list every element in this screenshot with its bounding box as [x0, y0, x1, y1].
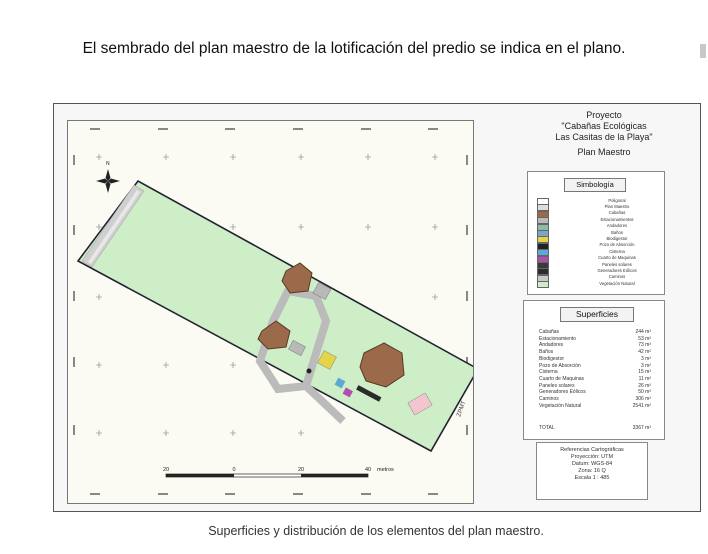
project-line-2: "Cabañas Ecológicas — [561, 121, 647, 131]
legend-label: Generadores Eólicos — [597, 267, 637, 273]
north-label: N — [106, 161, 110, 167]
figure-caption: Superficies y distribución de los elementos del plan maestro. — [208, 524, 544, 538]
legend-item — [537, 281, 657, 287]
superficie-value: 73 m² — [638, 342, 651, 349]
superficie-name: Biodigestor — [539, 355, 565, 362]
project-line-3: Las Casitas de la Playa" — [555, 132, 653, 142]
superficie-value: 2541 m² — [632, 402, 651, 409]
superficie-value: 3 m² — [641, 362, 651, 369]
legend-swatch — [537, 281, 549, 288]
legend-label: Cuarto de Maquinas — [598, 255, 636, 261]
superficies-title: Superficies — [560, 307, 634, 322]
master-plan-figure — [53, 103, 701, 512]
scale-label-1: 0 — [232, 467, 236, 473]
legend-label: Andadores — [606, 223, 628, 229]
project-line-1: Proyecto — [586, 110, 622, 120]
legend-label: Caminos — [608, 274, 626, 280]
ref-line-5: Escala 1 : 485 — [574, 475, 610, 481]
superficie-name: Vegetación Natural — [539, 402, 582, 409]
scrollbar-fragment — [700, 44, 706, 58]
superficie-name: Baños — [539, 349, 554, 356]
superficie-name: Andadores — [539, 342, 564, 349]
superficie-value: 3 m² — [641, 355, 651, 362]
scale-label-2: 20 — [297, 467, 305, 473]
superficie-value: 26 m² — [638, 382, 651, 389]
north-arrow-icon — [96, 169, 120, 193]
simbologia-title: Simbología — [564, 178, 626, 192]
legend-label: Plan Maestro — [604, 203, 630, 209]
superficie-name: Paneles solares — [539, 382, 575, 389]
superficie-name: Cabañas — [539, 329, 560, 335]
superficie-name: Cuarto de Maquinas — [539, 375, 585, 382]
page-heading: El sembrado del plan maestro de la lotificación del predio se indica en el plano. — [82, 40, 626, 57]
legend-label: Baños — [611, 229, 623, 235]
scale-bar — [166, 474, 368, 477]
superficie-name: Caminos — [539, 396, 559, 402]
legend-label: Paneles solares — [602, 261, 632, 267]
superficie-value: 244 m² — [635, 329, 651, 335]
zone-label: ZPMT — [456, 400, 468, 418]
absorption-well — [307, 369, 312, 374]
superficie-name: Cisterna — [539, 369, 558, 376]
map-frame — [67, 120, 474, 504]
superficie-value: 15 m² — [638, 369, 651, 376]
legend-label: Biodigestor — [606, 235, 628, 241]
legend-label: Poligonal — [608, 197, 626, 203]
superficie-name: Generadores Eólicos — [539, 389, 586, 396]
scale-label-units: metros — [377, 467, 394, 473]
legend-label: Cabañas — [608, 210, 626, 216]
superficie-name: Pozo de Absorción — [539, 362, 581, 369]
superficie-value: 53 m² — [638, 335, 651, 342]
ref-line-2: Proyección: UTM — [570, 454, 614, 460]
simbologia-panel — [527, 171, 665, 295]
legend-label: Estacionamientos — [600, 216, 634, 222]
total-label: TOTAL — [539, 425, 555, 431]
ref-line-4: Zona: 16 Q — [578, 468, 606, 474]
superficies-panel — [523, 300, 665, 440]
scale-label-0: 20 — [162, 467, 170, 473]
site-plan-drawing — [68, 121, 473, 503]
ref-line-1: Referencias Cartográficas — [560, 447, 624, 453]
superficie-value: 42 m² — [638, 349, 651, 356]
referencias-panel — [536, 442, 648, 500]
legend-label: Vegetación Natural — [599, 280, 635, 286]
ref-line-3: Datum: WGS-84 — [571, 461, 613, 467]
total-value: 3367 m² — [632, 425, 651, 431]
project-title-block — [524, 104, 684, 174]
superficie-row — [539, 403, 657, 410]
superficie-value: 306 m² — [635, 396, 651, 402]
superficie-name: Estacionamiento — [539, 335, 576, 342]
superficie-value: 11 m² — [638, 375, 651, 382]
superficie-value: 50 m² — [638, 389, 651, 396]
scale-label-3: 40 — [364, 467, 372, 473]
superficies-total-row — [539, 425, 657, 432]
legend-label: Pozo de Absorción — [599, 242, 635, 248]
plan-label: Plan Maestro — [577, 147, 631, 157]
legend-label: Cisterna — [609, 248, 625, 254]
